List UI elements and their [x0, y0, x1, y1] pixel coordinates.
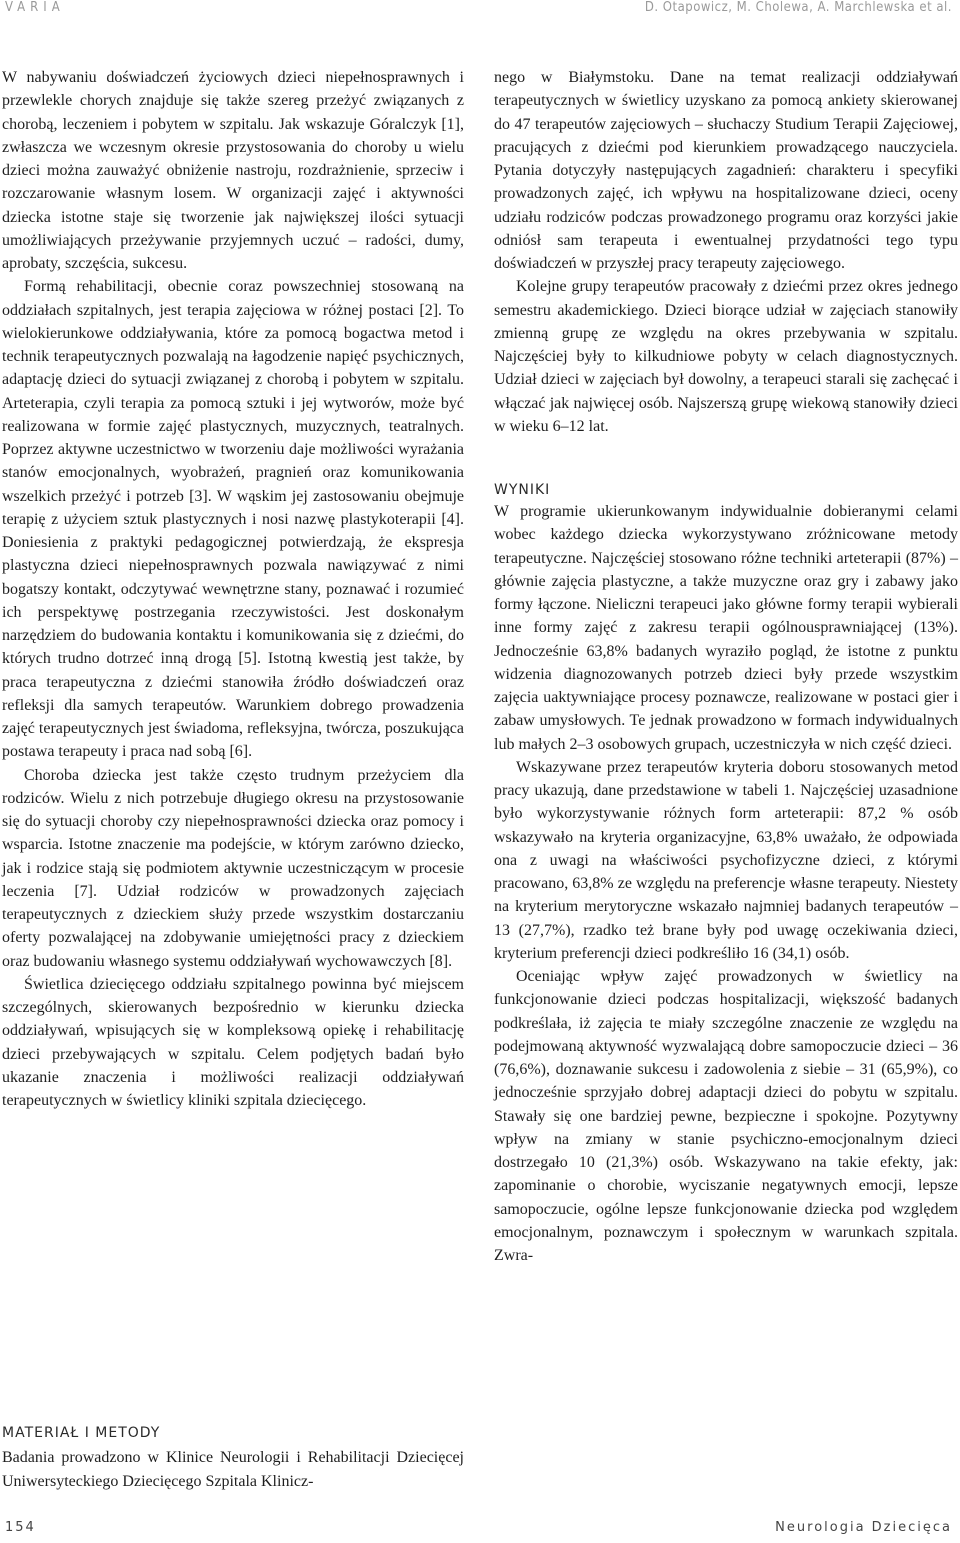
page-number: 154 [5, 1520, 36, 1535]
left-column [2, 66, 464, 1112]
paragraph: Choroba dziecka jest także często trudnym przeżyciem dla rodziców. Wielu z nich potrzebuje długiego okresu na przystosowanie się do sytuacji choroby czy niepełnosprawności dziecka oraz pomocy i wsparcia. Istotne znaczenie ma podejście, w którym zarówno dziecko, jak i rodzice stają się podmiotem aktywnie uczestniczącym w procesie leczenia [7]. Udział rodziców w prowadzonych zajęciach terapeutycznych z dzieckiem służy przede wszystkim dostarczaniu oferty pozwalającej na zdobywanie umiejętności pracy z dzieckiem oraz budowaniu własnego systemu oddziaływań wychowawczych [8]. [2, 766, 464, 970]
paragraph: W programie ukierunkowanym indywidualnie dobieranymi celami wobec każdego dziecka wykorzystywano zróżnicowane metody terapeutyczne. Najczęściej stosowano różne techniki arteterapii (87%) – głównie zajęcia plastyczne, a także muzyczne oraz gry i zabawy jako formy łączone. Nieliczni terapeuci jako główne formy terapii wybierali inne formy zajęć z zakresu terapii ogólnousprawniającej (13%). Jednocześnie 63,8% badanych wyraziło pogląd, że istotne z punktu widzenia diagnozowanych potrzeb dzieci były przede wszystkim zajęcia uaktywniające procesy poznawcze, realizowane w postaci gier i zabaw umysłowych. Te jednak prowadzono w formach indywidualnych lub małych 2–3 osobowych grupach, uczestniczyła w nich część dzieci. [494, 503, 958, 753]
header-authors: D. Otapowicz, M. Cholewa, A. Marchlewska et al. [644, 0, 952, 15]
section-heading-methods: MATERIAŁ I METODY [2, 1425, 161, 1441]
header-section: VARIA [5, 0, 65, 15]
paragraph: Wskazywane przez terapeutów kryteria doboru stosowanych metod pracy ukazują, dane przedstawione w tabeli 1. Najczęściej uzasadnione było wykorzystywanie różnych form arteterapii: 87,2 % osób wskazywało na kryteria organizacyjne, 63,8% uważało, że odpowiada ona z uwagi na właściwości psychofizyczne dzieci, z którymi pracowano, 63,8% ze względu na preferencje własne terapeuty. Niestety na kryterium merytoryczne wskazało najmniej badanych terapeutów –13 (27,7%), rzadko też brane były pod uwagę oczekiwania dzieci, kryterium preferencji dzieci podkreśliło 16 (34,1) osób. [494, 758, 958, 962]
paragraph: Świetlica dziecięcego oddziału szpitalnego powinna być miejscem szczególnych, skierowanych bezpośrednio w kierunku dziecka oddziaływań, wpisujących się w kompleksową opiekę i rehabilitację dzieci przebywających w szpitalu. Celem podjętych badań było ukazanie znaczenia i możliwości realizacji oddziaływań terapeutycznych w świetlicy kliniki szpitala dziecięcego. [2, 975, 464, 1109]
paragraph: W nabywaniu doświadczeń życiowych dzieci niepełnosprawnych i przewlekle chorych znajduje się także szereg przeżyć związanych z chorobą, leczeniem i pobytem w szpitalu. Jak wskazuje Góralczyk [1], zwłaszcza we wczesnym okresie przystosowania do choroby u wielu dzieci można zauważyć obniżenie nastroju, rozdrażnienie, sprzeciw i rozczarowanie własnym losem. W organizacji zajęć i aktywności dziecka istotne staje się tworzenie jak największej ilości sytuacji umożliwiających przeżywanie przyjemnych uczuć – radości, dumy, aprobaty, szczęścia, sukcesu. [2, 69, 464, 272]
paragraph: nego w Białymstoku. Dane na temat realizacji oddziaływań terapeutycznych w świetlicy uzyskano za pomocą ankiety skierowanej do 47 terapeutów zajęciowych – słuchaczy Studium Terapii Zajęciowej, pracujących z dziećmi pod kierunkiem prowadzącego nauczyciela. Pytania dotyczyły następujących zagadnień: charakteru i specyfiki prowadzonych zajęć, ich wpływu na hospitalizowane dzieci, oceny udziału rodziców podczas prowadzonego programu oraz korzyści jakie odniósł sam terapeuta i ewentualnej przydatności tego typu doświadczeń w przyszłej pracy terapeuty zajęciowego. [494, 69, 958, 272]
paragraph: Badania prowadzono w Klinice Neurologii i Rehabilitacji Dziecięcej Uniwersyteckiego Dziecięcego Szpitala Klinicz- [2, 1449, 464, 1490]
journal-name: Neurologia Dziecięca [775, 1520, 952, 1535]
section-heading-results: WYNIKI [494, 482, 551, 498]
paragraph: Oceniając wpływ zajęć prowadzonych w świetlicy na funkcjonowanie dzieci podczas hospitalizacji, większość badanych podkreślała, iż zajęcia te miały szczególne znaczenie ze względu na podejmowaną aktywność wyzwalającą dobre samopoczucie dzieci – 36 (76,6%), doznawanie sukcesu i zadowolenia z siebie – 31 (65,9%), co jednocześnie sprzyjało dobrej adaptacji dzieci do pobytu w szpitalu. Stawały się one bardziej pewne, bezpieczne i spokojne. Pozytywny wpływ na zmiany w stanie psychiczno-emocjonalnym dzieci dostrzegało 10 (21,3%) osób. Wskazywano na takie efekty, jak: zapominanie o chorobie, wyciszanie negatywnych emocji, lepsze samopoczucie, ogólne lepsze funkcjonowanie dziecka pod względem emocjonalnym, poznawczym i społecznym w warunkach szpitala. Zwra- [494, 968, 958, 1264]
paragraph: Kolejne grupy terapeutów pracowały z dziećmi przez okres jednego semestru akademickiego. Dzieci biorące udział w zajęciach stanowiły zmienną grupę ze względu na okres przebywania w szpitalu. Najczęściej były to kilkudniowe pobyty w celach diagnostycznych. Udział dzieci w zajęciach był dowolny, a terapeuci starali się zachęcać i włączać jak najwięcej osób. Najszerszą grupę wiekową stanowiły dzieci w wieku 6–12 lat. [494, 278, 958, 435]
paragraph: Formą rehabilitacji, obecnie coraz powszechniej stosowaną na oddziałach szpitalnych, jest terapia zajęciowa w różnej postaci [2]. To wielokierunkowe oddziaływania, które za pomocą bogactwa metod i technik terapeutycznych pozwalają na łagodzenie napięć psychicznych, adaptację dzieci do sytuacji związanej z chorobą i pobytem w szpitalu. Arteterapia, czyli terapia za pomocą sztuki i jej wytworów, może być realizowana w formie zajęć plastycznych, muzycznych, teatralnych. Poprzez aktywne uczestnictwo w tworzeniu daje możliwości wyrażania stanów emocjonalnych, wyobrażeń, pragnień oraz komunikowania wszelkich przeżyć i potrzeb [3]. W wąskim jej zastosowaniu obejmuje terapię z użyciem sztuk plastycznych i nosi nazwę plastykoterapii [4]. Doniesienia z praktyki pedagogicznej potwierdzają, że ekspresja plastyczna dzieci niepełnosprawnych pozwala nawiązywać z nimi bogatszy kontakt, odczytywać wewnętrzne stany, poznawać i rozumieć ich perspektywę postrzegania rzeczywistości. Jest doskonałym narzędziem do budowania kontaktu i komunikowania się z dziećmi, do których trudno dotrzeć inną drogą [5]. Istotną kwestią jest także, by praca terapeutyczna z dziećmi stanowiła źródło doświadczeń oraz refleksji dla samych terapeutów. Warunkiem dobrego prowadzenia zajęć terapeutycznych jest świadoma, refleksyjna, twórcza, poszukująca postawa terapeuty i praca nad sobą [6]. [2, 278, 464, 761]
right-column [494, 66, 958, 1267]
